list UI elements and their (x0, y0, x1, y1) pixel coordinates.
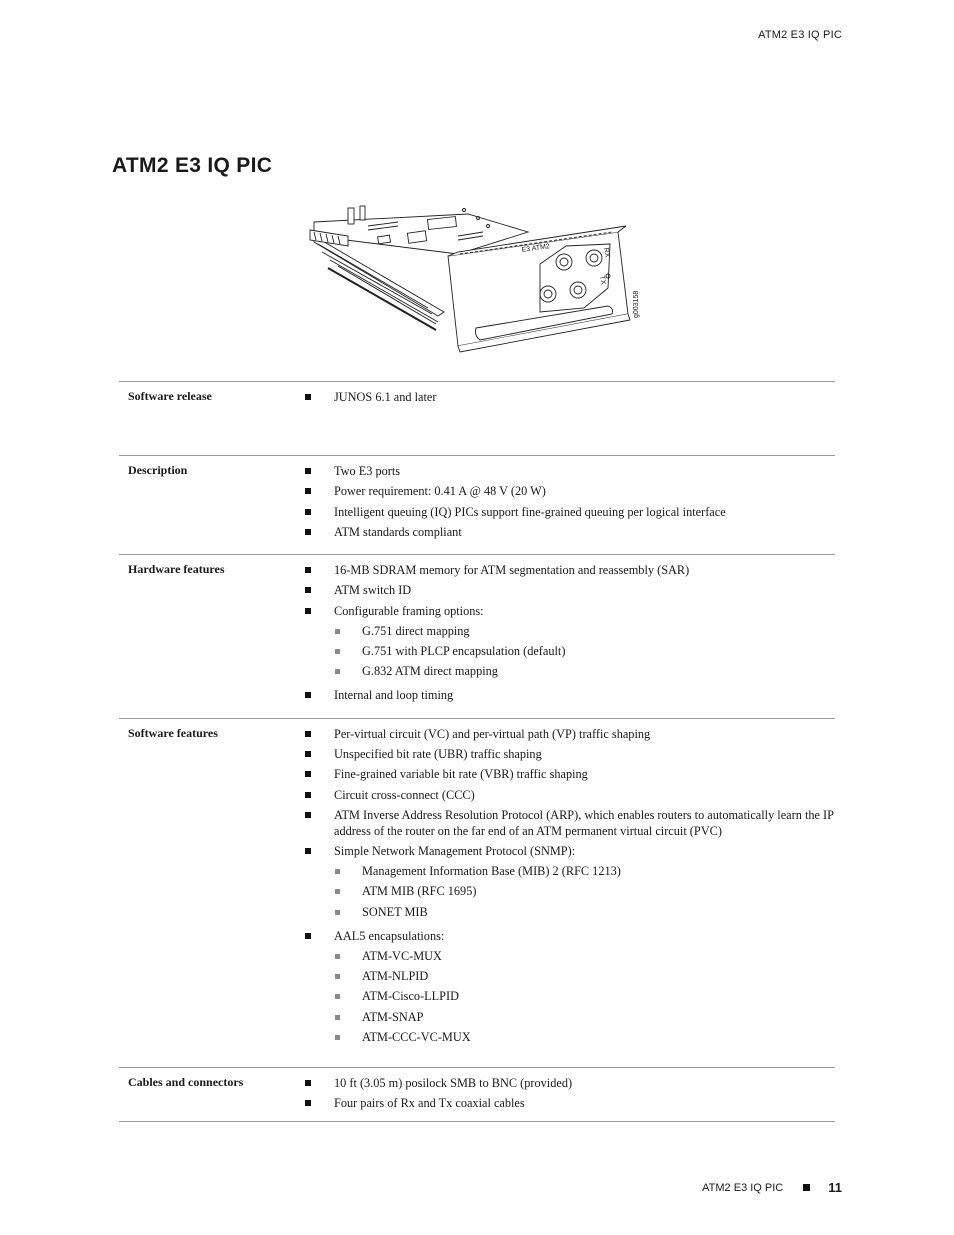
bullet-icon (305, 812, 311, 818)
sub-bullet-icon (335, 889, 340, 894)
sub-bullet-icon (335, 629, 340, 634)
row-label: Software features (128, 725, 218, 740)
bullet-list (305, 1075, 835, 1111)
spec-table (119, 381, 835, 1122)
sub-list-item: SONET MIB (334, 904, 835, 920)
bullet-icon (305, 468, 311, 474)
sub-bullet-icon (335, 1035, 340, 1040)
list-item: Per-virtual circuit (VC) and per-virtual path (VP) traffic shaping (305, 726, 835, 742)
bullet-icon (305, 792, 311, 798)
bullet-icon (305, 771, 311, 777)
faceplate-label: E3 ATM2 (521, 243, 551, 254)
list-item: ATM Inverse Address Resolution Protocol (ARP), which enables routers to automatically learn the IP address of the router on the far end of an ATM permanent virtual circuit (PVC) (305, 807, 835, 839)
bullet-icon (305, 509, 311, 515)
row-label: Description (128, 463, 188, 477)
bullet-icon (305, 394, 311, 400)
bullet-icon (305, 587, 311, 593)
sub-bullet-icon (335, 669, 340, 674)
list-item: AAL5 encapsulations: ATM-VC-MUX ATM-NLPID ATM-Cisco-LLPID ATM-SNAP ATM-CCC-VC-MUX (305, 928, 835, 1045)
bullet-icon (305, 933, 311, 939)
figure-id: g003158 (633, 290, 640, 318)
list-item: ATM switch ID (305, 582, 835, 598)
tx-label: TX (598, 275, 607, 286)
bullet-icon (305, 529, 311, 535)
sub-list-item: ATM-CCC-VC-MUX (334, 1029, 835, 1045)
list-item: Two E3 ports (305, 463, 835, 479)
sub-bullet-list (334, 948, 835, 1045)
list-item: Circuit cross-connect (CCC) (305, 787, 835, 803)
row-label: Software release (128, 389, 212, 403)
sub-bullet-list (334, 623, 835, 680)
bullet-list (305, 726, 835, 1045)
list-item: Simple Network Management Protocol (SNMP): Management Information Base (MIB) 2 (RFC 1213) ATM MIB (RFC 1695) SONET MIB (305, 843, 835, 920)
list-item: 10 ft (3.05 m) posilock SMB to BNC (provided) (305, 1075, 835, 1091)
row-label: Cables and connectors (128, 1074, 244, 1089)
row-label: Hardware features (128, 562, 225, 577)
list-item: 16-MB SDRAM memory for ATM segmentation and reassembly (SAR) (305, 562, 835, 578)
sub-bullet-icon (335, 649, 340, 654)
sub-bullet-icon (335, 869, 340, 874)
sub-bullet-icon (335, 910, 340, 915)
list-item: Four pairs of Rx and Tx coaxial cables (305, 1095, 835, 1111)
sub-bullet-icon (335, 974, 340, 979)
spec-row-software-features (119, 718, 835, 1067)
sub-list-item: ATM-Cisco-LLPID (334, 988, 835, 1004)
sub-bullet-icon (335, 954, 340, 959)
sub-list-item: Management Information Base (MIB) 2 (RFC 1213) (334, 863, 835, 879)
bullet-icon (305, 751, 311, 757)
rx-label: RX (602, 247, 611, 258)
list-item: Internal and loop timing (305, 687, 835, 703)
bullet-list (305, 562, 835, 703)
spec-row-hardware-features (119, 555, 835, 718)
bullet-list (305, 389, 835, 405)
bullet-icon (305, 567, 311, 573)
list-item: Power requirement: 0.41 A @ 48 V (20 W) (305, 483, 835, 499)
bullet-icon (305, 848, 311, 854)
list-item: ATM standards compliant (305, 524, 835, 540)
list-item: Configurable framing options: G.751 direct mapping G.751 with PLCP encapsulation (default) G.832 ATM direct mapping (305, 603, 835, 680)
spec-row-software-release (119, 382, 835, 456)
sub-list-item: ATM-VC-MUX (334, 948, 835, 964)
running-header: ATM2 E3 IQ PIC (758, 29, 842, 41)
sub-bullet-icon (335, 1015, 340, 1020)
sub-list-item: G.751 direct mapping (334, 623, 835, 639)
bullet-icon (305, 692, 311, 698)
bullet-icon (305, 1080, 311, 1086)
bullet-icon (305, 1100, 311, 1106)
page-title: ATM2 E3 IQ PIC (112, 154, 273, 177)
spec-row-cables-and-connectors (119, 1067, 835, 1121)
footer-separator-icon (803, 1184, 810, 1191)
page-footer (702, 1180, 842, 1195)
list-item: JUNOS 6.1 and later (305, 389, 835, 405)
spec-row-description (119, 456, 835, 555)
list-item: Intelligent queuing (IQ) PICs support fine-grained queuing per logical interface (305, 504, 835, 520)
bullet-list (305, 463, 835, 540)
sub-list-item: G.751 with PLCP encapsulation (default) (334, 643, 835, 659)
page-number: 11 (828, 1180, 842, 1195)
bullet-icon (305, 608, 311, 614)
footer-title: ATM2 E3 IQ PIC (702, 1181, 784, 1194)
sub-bullet-list (334, 863, 835, 920)
bullet-icon (305, 488, 311, 494)
list-item: Fine-grained variable bit rate (VBR) traffic shaping (305, 766, 835, 782)
board-chip (407, 231, 426, 243)
pic-illustration (308, 196, 654, 356)
sub-list-item: G.832 ATM direct mapping (334, 663, 835, 679)
sub-bullet-icon (335, 994, 340, 999)
bullet-icon (305, 731, 311, 737)
sub-list-item: ATM-SNAP (334, 1009, 835, 1025)
sub-list-item: ATM-NLPID (334, 968, 835, 984)
sub-list-item: ATM MIB (RFC 1695) (334, 883, 835, 899)
list-item: Unspecified bit rate (UBR) traffic shaping (305, 746, 835, 762)
